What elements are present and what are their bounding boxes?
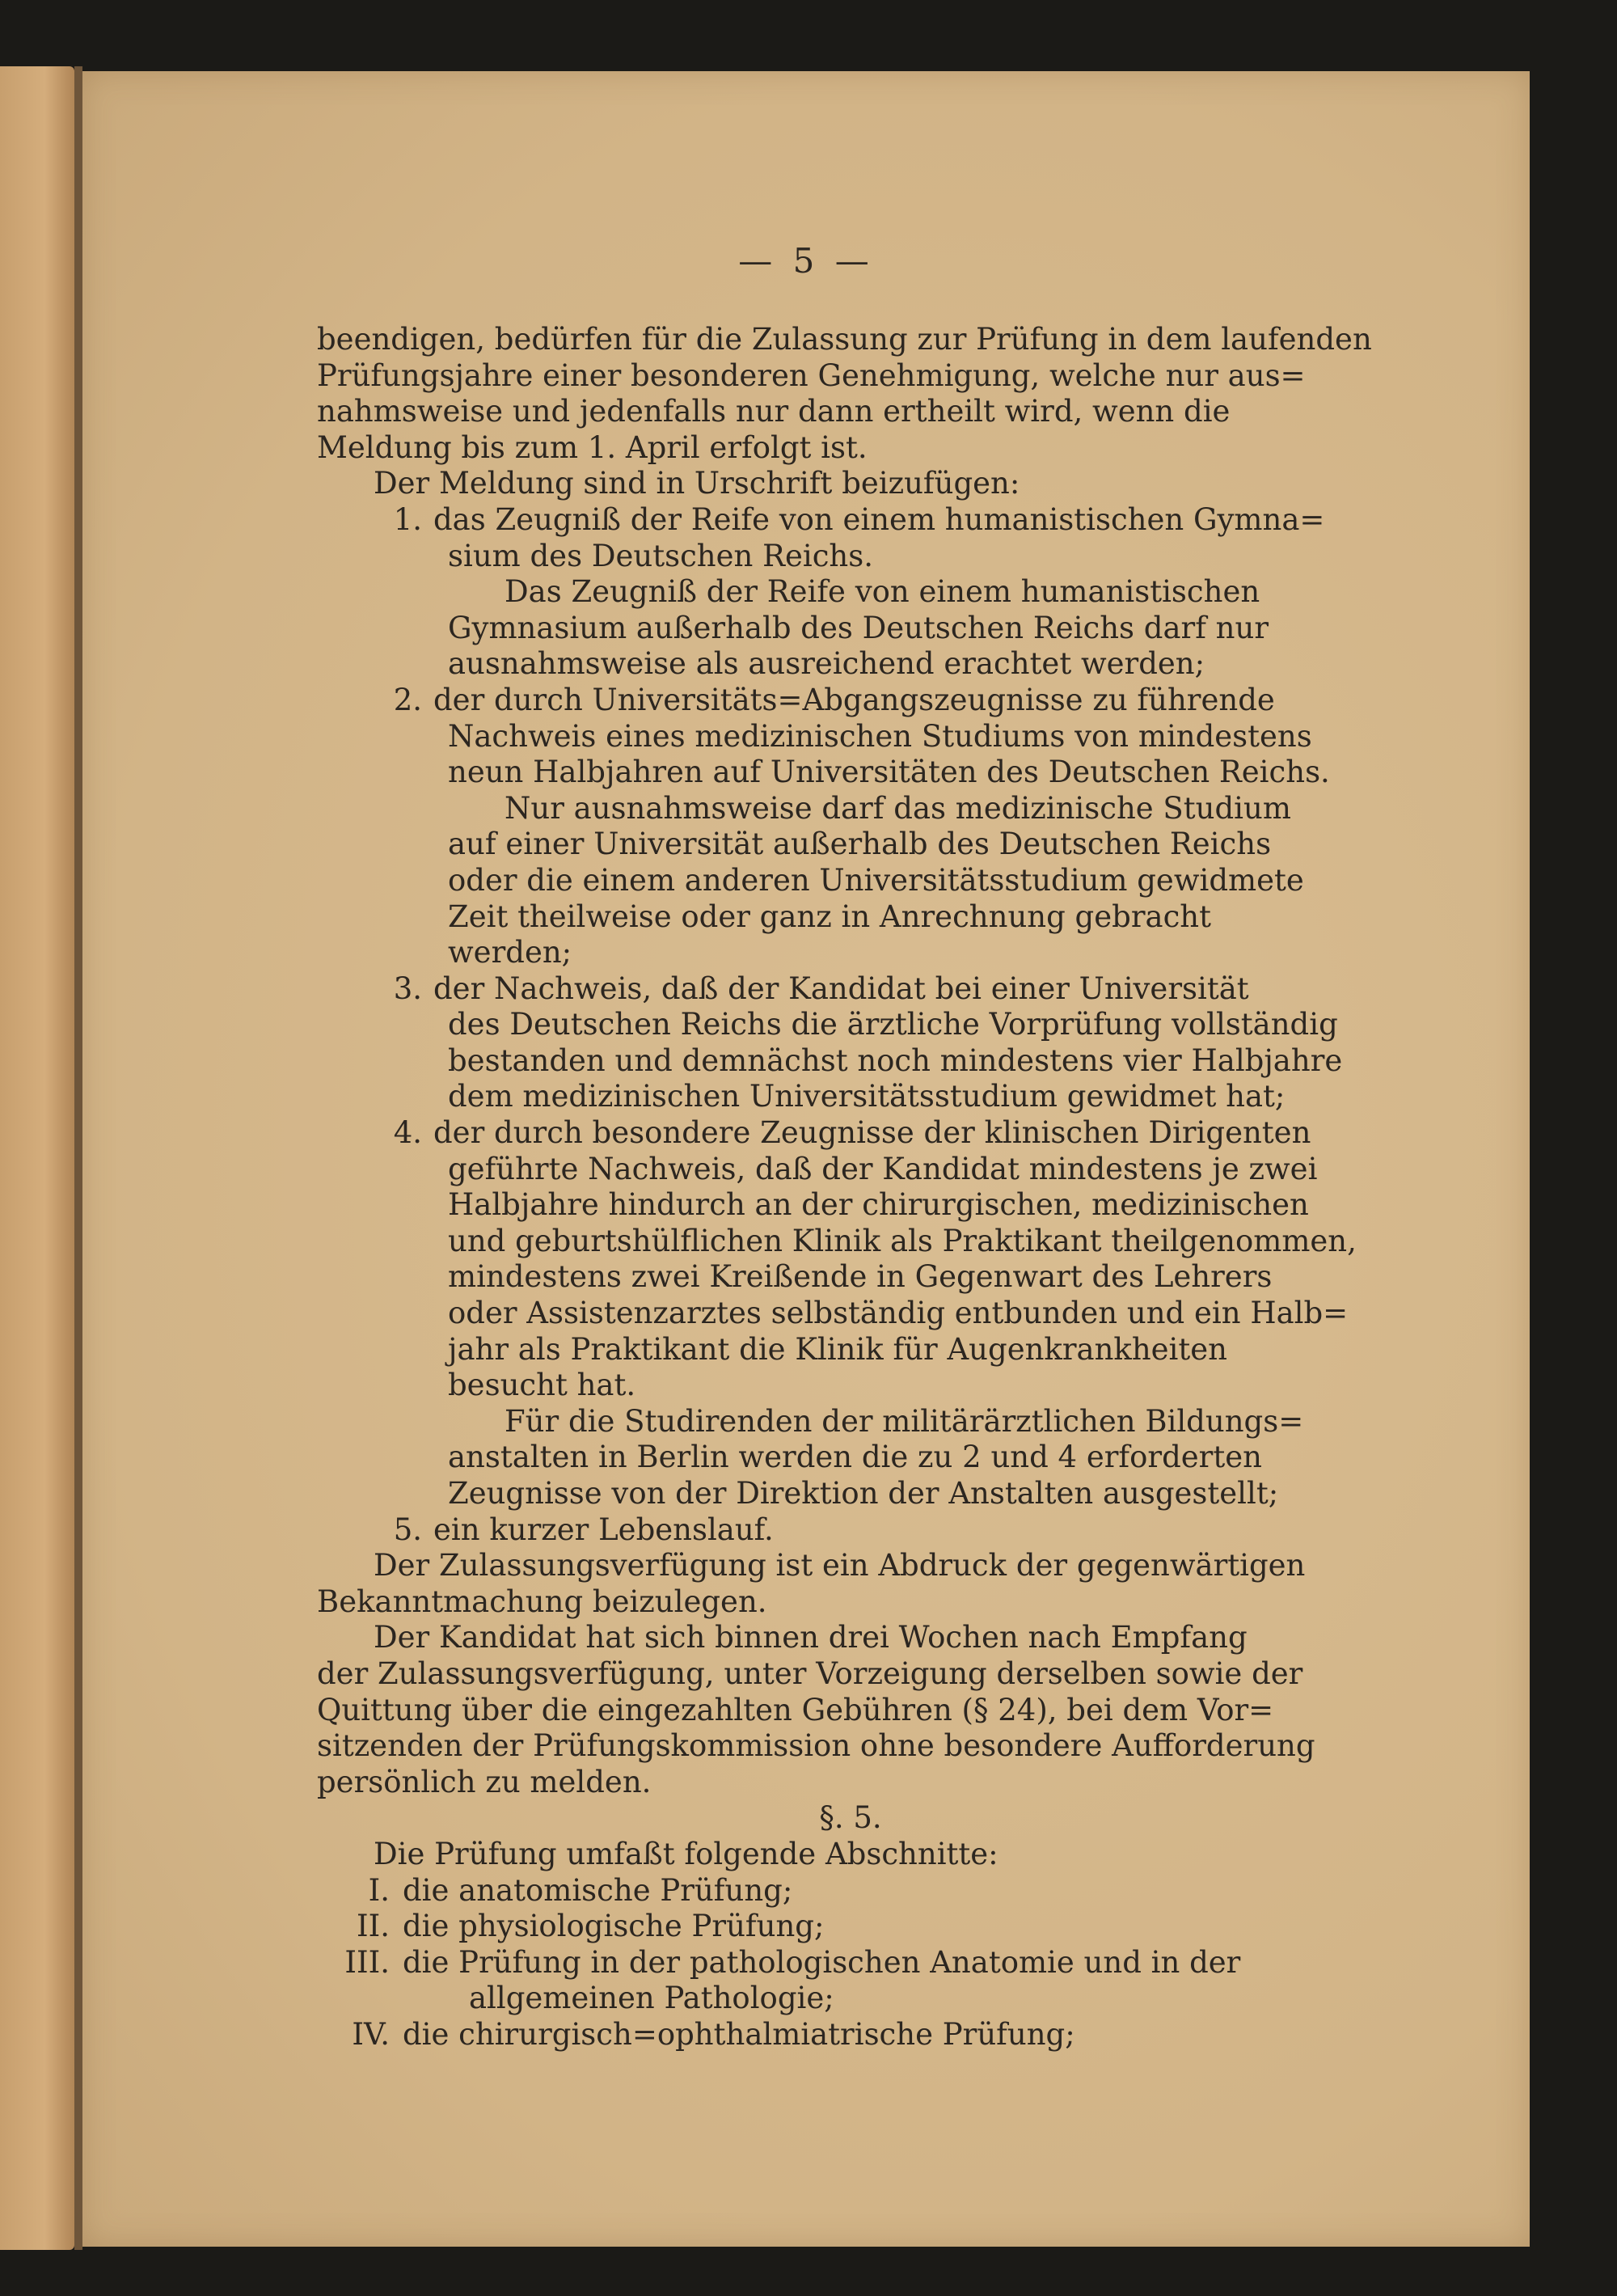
text-line: der Zulassungsverfügung, unter Vorzeigung derselben sowie der [317,1655,1303,1691]
text-line: beendigen, bedürfen für die Zulassung zur Prüfung in dem laufenden [317,322,1372,357]
roman-item-2 [317,1909,1352,1945]
roman-item-4 [317,2017,1352,2053]
text-line: Bekanntmachung beizulegen. [317,1584,767,1619]
text-line: Gymnasium außerhalb des Deutschen Reichs darf nur [448,610,1269,645]
list-number: 4. [393,1115,422,1151]
list-number: 1. [393,501,422,537]
body-text [317,322,1372,2053]
text-line: der durch besondere Zeugnisse der klinischen Dirigenten [433,1115,1311,1151]
text-line: der Nachweis, daß der Kandidat bei einer Universität [433,970,1249,1006]
book-page [82,71,1530,2247]
text-line: mindestens zwei Kreißende in Gegenwart des Lehrers [448,1259,1273,1295]
text-line: oder die einem anderen Universitätsstudium gewidmete [448,862,1304,898]
roman-item-1 [317,1873,1352,1909]
roman-numeral: IV. [352,2016,390,2052]
text-line: die physiologische Prüfung; [403,1909,825,1944]
list-item-2 [317,683,1352,719]
list-number: 3. [393,970,422,1006]
text-line: dem medizinischen Universitätsstudium gewidmet hat; [448,1079,1286,1114]
roman-numeral: II. [357,1909,390,1944]
text-line: allgemeinen Pathologie; [469,1981,834,2016]
text-line: die Prüfung in der pathologischen Anatomie und in der [403,1944,1241,1980]
text-line: sium des Deutschen Reichs. [448,538,874,573]
list-number: 2. [393,682,422,717]
text-line: Nur ausnahmsweise darf das medizinische Studium [505,790,1291,826]
text-line: auf einer Universität außerhalb des Deutschen Reichs [448,827,1272,862]
text-line: ein kurzer Lebenslauf. [433,1512,774,1547]
book-gutter [74,66,82,2250]
text-line: werden; [448,935,572,970]
text-line: nahmsweise und jedenfalls nur dann ertheilt wird, wenn die [317,394,1231,429]
text-line: Der Kandidat hat sich binnen drei Wochen nach Empfang [374,1620,1248,1655]
text-line: Zeugnisse von der Direktion der Anstalten ausgestellt; [448,1476,1279,1511]
text-line: sitzenden der Prüfungskommission ohne besondere Aufforderung [317,1728,1315,1764]
text-line: jahr als Praktikant die Klinik für Augenkrankheiten [448,1331,1227,1367]
text-line: Das Zeugniß der Reife von einem humanistischen [505,574,1260,610]
roman-numeral: III. [344,1944,390,1980]
text-line: Prüfungsjahre einer besonderen Genehmigung, welche nur aus= [317,357,1306,393]
list-item-5 [317,1512,1352,1549]
text-line: des Deutschen Reichs die ärztliche Vorprüfung vollständig [448,1007,1338,1042]
text-line: Für die Studirenden der militärärztlichen Bildungs= [505,1403,1304,1439]
text-line: Der Meldung sind in Urschrift beizufügen: [374,466,1020,501]
text-line: anstalten in Berlin werden die zu 2 und 4 erforderten [448,1440,1262,1475]
text-line: das Zeugniß der Reife von einem humanistischen Gymna= [433,501,1325,537]
text-line: oder Assistenzarztes selbständig entbunden und ein Halb= [448,1296,1349,1331]
text-line: ausnahmsweise als ausreichend erachtet werden; [448,646,1205,682]
page-number: — 5 — [738,241,874,281]
list-item-4 [317,1115,1352,1152]
text-line: Der Zulassungsverfügung ist ein Abdruck der gegenwärtigen [374,1548,1306,1584]
text-line: Nachweis eines medizinischen Studiums von mindestens [448,718,1312,754]
text-line: persönlich zu melden. [317,1764,652,1799]
text-line: und geburtshülflichen Klinik als Praktikant theilgenommen, [448,1223,1357,1258]
section-heading: §. 5. [819,1800,882,1836]
text-line: bestanden und demnächst noch mindestens vier Halbjahre [448,1042,1343,1078]
list-item-3 [317,971,1352,1008]
text-line: Die Prüfung umfaßt folgende Abschnitte: [374,1836,998,1871]
text-line: Quittung über die eingezahlten Gebühren (§ 24), bei dem Vor= [317,1692,1274,1727]
text-line: Zeit theilweise oder ganz in Anrechnung gebracht [448,899,1211,934]
text-line: Halbjahre hindurch an der chirurgischen, medizinischen [448,1187,1309,1223]
text-line: der durch Universitäts=Abgangszeugnisse zu führende [433,682,1275,717]
roman-item-3 [317,1945,1352,1981]
facing-page-edge [0,66,74,2250]
roman-numeral: I. [368,1872,390,1908]
text-line: Meldung bis zum 1. April erfolgt ist. [317,429,868,465]
text-line: die anatomische Prüfung; [403,1872,793,1908]
text-line: besucht hat. [448,1368,636,1403]
list-item-1 [317,502,1352,539]
text-line: die chirurgisch=ophthalmiatrische Prüfung; [403,2016,1075,2052]
text-line: neun Halbjahren auf Universitäten des Deutschen Reichs. [448,755,1330,790]
list-number: 5. [393,1512,422,1547]
text-line: geführte Nachweis, daß der Kandidat mindestens je zwei [448,1151,1318,1186]
